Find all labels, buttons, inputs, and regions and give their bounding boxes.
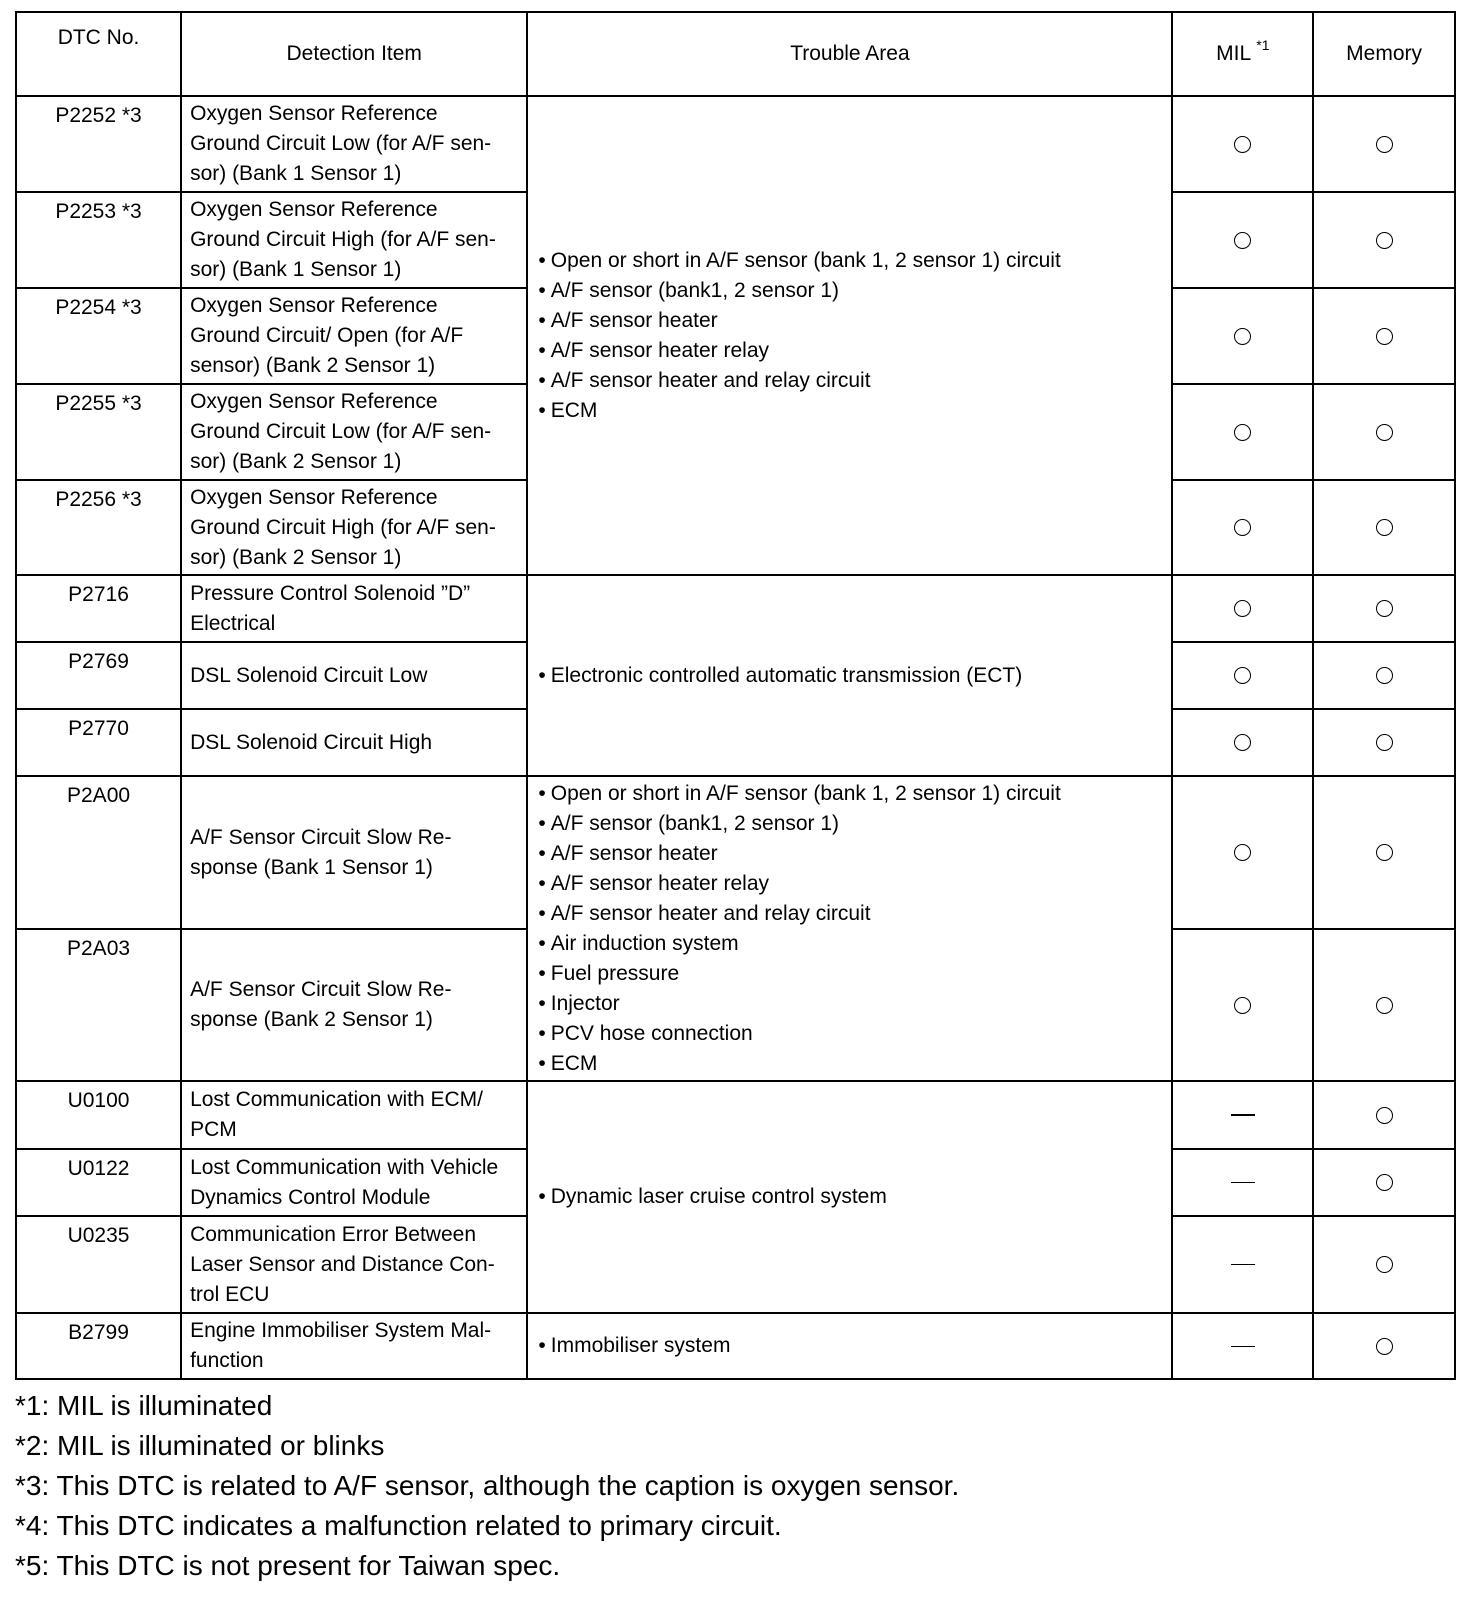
- mil-cell: [1172, 480, 1313, 575]
- memory-circle-icon: [1376, 667, 1393, 684]
- detection-item-line: PCM: [190, 1118, 237, 1141]
- footnote: *5: This DTC is not present for Taiwan spec.: [15, 1550, 561, 1581]
- detection-item: [181, 1216, 527, 1313]
- memory-circle-icon: [1376, 844, 1393, 861]
- detection-item: [181, 776, 527, 929]
- dtc-code: P2A00: [16, 776, 181, 929]
- trouble-area-item: [538, 869, 1171, 899]
- trouble-area-text: ECM: [550, 1051, 598, 1075]
- trouble-area-text: Immobiliser system: [550, 1334, 731, 1357]
- detection-item: [181, 929, 527, 1081]
- bullet-icon: •: [538, 991, 546, 1015]
- memory-circle-icon: [1376, 1338, 1393, 1355]
- dtc-code: U0100: [16, 1081, 181, 1149]
- mil-cell: [1172, 384, 1313, 480]
- bullet-icon: •: [538, 1185, 546, 1208]
- trouble-area-item: [538, 929, 1171, 959]
- memory-cell: [1313, 776, 1455, 929]
- detection-item-line: Ground Circuit Low (for A/F sen-: [190, 420, 492, 443]
- memory-cell: [1313, 1081, 1455, 1149]
- memory-circle-icon: [1376, 232, 1393, 249]
- detection-item-line: sensor) (Bank 2 Sensor 1): [190, 354, 436, 377]
- memory-circle-icon: [1376, 1174, 1393, 1191]
- dtc-code: P2255 *3: [16, 384, 181, 480]
- dtc-code: P2769: [16, 642, 181, 709]
- memory-circle-icon: [1376, 600, 1393, 617]
- table-row: [16, 776, 1455, 929]
- mil-cell: [1172, 642, 1313, 709]
- trouble-area-list: [538, 1331, 1171, 1361]
- trouble-area-text: A/F sensor (bank1, 2 sensor 1): [550, 811, 840, 835]
- detection-item: [181, 96, 527, 192]
- memory-circle-icon: [1376, 328, 1393, 345]
- detection-item-line: Oxygen Sensor Reference: [190, 294, 438, 317]
- detection-item-line: sor) (Bank 1 Sensor 1): [190, 258, 402, 281]
- memory-cell: [1313, 1216, 1455, 1313]
- memory-cell: [1313, 1149, 1455, 1216]
- detection-item-line: DSL Solenoid Circuit Low: [190, 663, 428, 687]
- header-mil-footnote: *1: [1256, 37, 1270, 53]
- memory-cell: [1313, 192, 1455, 288]
- trouble-area-text: A/F sensor (bank1, 2 sensor 1): [550, 278, 840, 302]
- detection-item: [181, 1149, 527, 1216]
- detection-item-line: DSL Solenoid Circuit High: [190, 730, 433, 754]
- header-trouble-area: Trouble Area: [527, 12, 1172, 96]
- memory-cell: [1313, 384, 1455, 480]
- mil-cell: [1172, 96, 1313, 192]
- detection-item: [181, 575, 527, 642]
- trouble-area-text: A/F sensor heater relay: [550, 871, 770, 895]
- detection-item-line: Communication Error Between: [190, 1222, 477, 1246]
- mil-circle-icon: [1234, 844, 1251, 861]
- detection-item-line: Electrical: [190, 611, 276, 635]
- trouble-area-text: Open or short in A/F sensor (bank 1, 2 sensor 1) circuit: [550, 781, 1061, 805]
- memory-cell: [1313, 929, 1455, 1081]
- table-row: [16, 1313, 1455, 1379]
- trouble-area-item: [538, 989, 1171, 1019]
- mil-cell: [1172, 929, 1313, 1081]
- trouble-area-list: [538, 661, 1171, 691]
- memory-circle-icon: [1376, 519, 1393, 536]
- detection-item: [181, 709, 527, 776]
- trouble-area-item: [538, 959, 1171, 989]
- mil-circle-icon: [1234, 600, 1251, 617]
- memory-cell: [1313, 1313, 1455, 1379]
- bullet-icon: •: [538, 901, 546, 925]
- mil-dash-icon: [1231, 1264, 1255, 1265]
- trouble-area-list: [538, 779, 1171, 1079]
- detection-item-line: Pressure Control Solenoid ”D”: [190, 581, 471, 605]
- trouble-area-item: [538, 1049, 1171, 1079]
- trouble-area-item: [538, 396, 1171, 426]
- detection-item-line: Ground Circuit High (for A/F sen-: [190, 515, 496, 539]
- trouble-area-text: A/F sensor heater: [550, 841, 718, 865]
- bullet-icon: •: [538, 1334, 546, 1357]
- dtc-code: P2252 *3: [16, 96, 181, 192]
- trouble-area-text: A/F sensor heater and relay circuit: [550, 368, 871, 392]
- mil-cell: [1172, 575, 1313, 642]
- mil-circle-icon: [1234, 232, 1251, 249]
- memory-cell: [1313, 288, 1455, 384]
- detection-item-line: Lost Communication with ECM/: [190, 1088, 483, 1111]
- trouble-area-ect: [527, 575, 1172, 776]
- mil-circle-icon: [1234, 519, 1251, 536]
- trouble-area-item: [538, 1182, 1171, 1212]
- trouble-area-item: [538, 779, 1171, 809]
- trouble-area-item: [538, 839, 1171, 869]
- mil-cell: [1172, 1149, 1313, 1216]
- memory-circle-icon: [1376, 424, 1393, 441]
- footnote: *2: MIL is illuminated or blinks: [15, 1430, 385, 1461]
- detection-item: [181, 1081, 527, 1149]
- header-detection-item: Detection Item: [181, 12, 527, 96]
- bullet-icon: •: [538, 811, 546, 835]
- header-memory: Memory: [1313, 12, 1455, 96]
- detection-item-line: sponse (Bank 1 Sensor 1): [190, 855, 433, 879]
- trouble-area-text: A/F sensor heater relay: [550, 338, 770, 362]
- detection-item: [181, 384, 527, 480]
- bullet-icon: •: [538, 338, 546, 362]
- dtc-code: U0235: [16, 1216, 181, 1313]
- memory-circle-icon: [1376, 997, 1393, 1014]
- detection-item-line: A/F Sensor Circuit Slow Re-: [190, 825, 452, 849]
- memory-cell: [1313, 575, 1455, 642]
- trouble-area-af-reference: [527, 96, 1172, 575]
- trouble-area-text: Dynamic laser cruise control system: [550, 1185, 887, 1208]
- detection-item-line: Oxygen Sensor Reference: [190, 390, 438, 413]
- bullet-icon: •: [538, 308, 546, 332]
- detection-item-line: Oxygen Sensor Reference: [190, 198, 438, 221]
- trouble-area-af-slow: [527, 776, 1172, 1081]
- trouble-area-item: [538, 276, 1171, 306]
- bullet-icon: •: [538, 871, 546, 895]
- detection-item: [181, 480, 527, 575]
- header-row: [16, 12, 1455, 96]
- table-row: [16, 575, 1455, 642]
- detection-item: [181, 642, 527, 709]
- trouble-area-list: [538, 1182, 1171, 1212]
- memory-circle-icon: [1376, 1256, 1393, 1273]
- detection-item-line: Ground Circuit High (for A/F sen-: [190, 228, 496, 251]
- detection-item-line: Oxygen Sensor Reference: [190, 485, 438, 509]
- detection-item-line: Ground Circuit Low (for A/F sen-: [190, 132, 492, 155]
- trouble-area-item: [538, 1019, 1171, 1049]
- detection-item-line: Laser Sensor and Distance Con-: [190, 1252, 495, 1276]
- mil-circle-icon: [1234, 667, 1251, 684]
- trouble-area-item: [538, 336, 1171, 366]
- detection-item-line: function: [190, 1349, 264, 1372]
- trouble-area-list: [538, 246, 1171, 426]
- trouble-area-immobiliser: [527, 1313, 1172, 1379]
- mil-cell: [1172, 1081, 1313, 1149]
- mil-cell: [1172, 709, 1313, 776]
- trouble-area-item: [538, 809, 1171, 839]
- detection-item-line: Engine Immobiliser System Mal-: [190, 1319, 492, 1342]
- mil-cell: [1172, 192, 1313, 288]
- memory-circle-icon: [1376, 734, 1393, 751]
- mil-cell: [1172, 1216, 1313, 1313]
- mil-dash-icon: [1231, 1346, 1255, 1347]
- memory-circle-icon: [1376, 136, 1393, 153]
- detection-item: [181, 288, 527, 384]
- bullet-icon: •: [538, 278, 546, 302]
- mil-circle-icon: [1234, 734, 1251, 751]
- bullet-icon: •: [538, 368, 546, 392]
- trouble-area-text: A/F sensor heater and relay circuit: [550, 901, 871, 925]
- memory-circle-icon: [1376, 1107, 1393, 1124]
- mil-circle-icon: [1234, 136, 1251, 153]
- mil-dash-icon: [1231, 1114, 1255, 1116]
- bullet-icon: •: [538, 961, 546, 985]
- bullet-icon: •: [538, 248, 546, 272]
- bullet-icon: •: [538, 781, 546, 805]
- detection-item-line: Lost Communication with Vehicle: [190, 1155, 499, 1179]
- trouble-area-text: A/F sensor heater: [550, 308, 718, 332]
- trouble-area-text: PCV hose connection: [550, 1021, 753, 1045]
- trouble-area-text: ECM: [550, 398, 598, 422]
- detection-item-line: Oxygen Sensor Reference: [190, 102, 438, 125]
- dtc-code: P2254 *3: [16, 288, 181, 384]
- dtc-code: P2770: [16, 709, 181, 776]
- dtc-code: P2A03: [16, 929, 181, 1081]
- bullet-icon: •: [538, 663, 546, 687]
- table-row: [16, 1081, 1455, 1149]
- dtc-code: U0122: [16, 1149, 181, 1216]
- trouble-area-item: [538, 246, 1171, 276]
- detection-item: [181, 192, 527, 288]
- dtc-table: [15, 11, 1456, 1380]
- dtc-code: P2716: [16, 575, 181, 642]
- detection-item-line: A/F Sensor Circuit Slow Re-: [190, 978, 452, 1001]
- mil-circle-icon: [1234, 997, 1251, 1014]
- memory-cell: [1313, 709, 1455, 776]
- mil-cell: [1172, 288, 1313, 384]
- trouble-area-text: Electronic controlled automatic transmission (ECT): [550, 663, 1023, 687]
- mil-cell: [1172, 776, 1313, 929]
- table-row: [16, 96, 1455, 192]
- bullet-icon: •: [538, 1051, 546, 1075]
- detection-item-line: sor) (Bank 2 Sensor 1): [190, 450, 402, 473]
- memory-cell: [1313, 96, 1455, 192]
- bullet-icon: •: [538, 398, 546, 422]
- table-body: [16, 96, 1455, 1379]
- trouble-area-item: [538, 899, 1171, 929]
- memory-cell: [1313, 480, 1455, 575]
- bullet-icon: •: [538, 841, 546, 865]
- memory-cell: [1313, 642, 1455, 709]
- dtc-code: P2253 *3: [16, 192, 181, 288]
- bullet-icon: •: [538, 1021, 546, 1045]
- mil-circle-icon: [1234, 328, 1251, 345]
- dtc-document: [15, 11, 1456, 1586]
- trouble-area-item: [538, 661, 1171, 691]
- detection-item-line: sor) (Bank 1 Sensor 1): [190, 162, 402, 185]
- trouble-area-text: Injector: [550, 991, 620, 1015]
- mil-cell: [1172, 1313, 1313, 1379]
- header-mil: [1172, 12, 1313, 96]
- trouble-area-text: Air induction system: [550, 931, 739, 955]
- trouble-area-item: [538, 306, 1171, 336]
- detection-item-line: sor) (Bank 2 Sensor 1): [190, 545, 402, 569]
- header-mil-label: MIL: [1216, 42, 1251, 65]
- footnote: *3: This DTC is related to A/F sensor, although the caption is oxygen sensor.: [15, 1470, 960, 1501]
- footnotes: [15, 1386, 1456, 1586]
- dtc-code: B2799: [16, 1313, 181, 1379]
- detection-item-line: trol ECU: [190, 1282, 270, 1306]
- detection-item-line: Ground Circuit/ Open (for A/F: [190, 324, 464, 347]
- trouble-area-laser-cruise: [527, 1081, 1172, 1313]
- dtc-code: P2256 *3: [16, 480, 181, 575]
- detection-item-line: sponse (Bank 2 Sensor 1): [190, 1008, 433, 1031]
- mil-dash-icon: [1231, 1182, 1255, 1183]
- footnote: *1: MIL is illuminated: [15, 1390, 273, 1421]
- trouble-area-item: [538, 1331, 1171, 1361]
- footnote: *4: This DTC indicates a malfunction related to primary circuit.: [15, 1510, 782, 1541]
- header-dtc-no: DTC No.: [16, 12, 181, 96]
- bullet-icon: •: [538, 931, 546, 955]
- detection-item: [181, 1313, 527, 1379]
- detection-item-line: Dynamics Control Module: [190, 1185, 431, 1209]
- trouble-area-item: [538, 366, 1171, 396]
- mil-circle-icon: [1234, 424, 1251, 441]
- trouble-area-text: Open or short in A/F sensor (bank 1, 2 sensor 1) circuit: [550, 248, 1061, 272]
- trouble-area-text: Fuel pressure: [550, 961, 680, 985]
